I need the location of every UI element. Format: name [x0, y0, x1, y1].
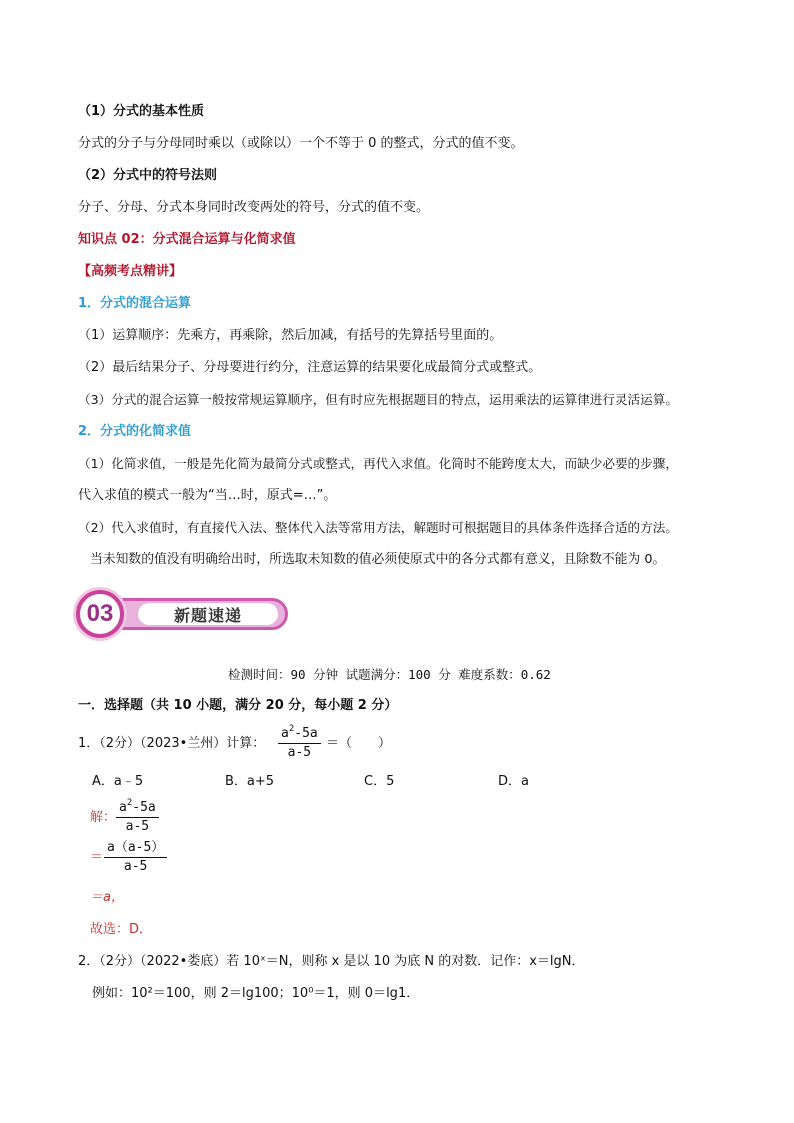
solution-fraction-1	[116, 800, 159, 835]
q2-statement: 2．（2分）（2022•娄底）若 10ˣ＝N，则称 x 是以 10 为底 N 的对数．记作：x＝lgN．	[78, 954, 585, 969]
section-heading-mixed-ops: 1．分式的混合运算	[78, 296, 192, 311]
solution-fraction-1-numerator: $a^2-5a$	[119, 798, 156, 815]
q1-option-c: C．5	[364, 774, 395, 789]
paragraph-evaluate-3: （2）代入求值时，有直接代入法、整体代入法等常用方法，解题时可根据题目的具体条件选择合适的方法。	[78, 520, 678, 535]
q1-fraction-denominator: a-5	[287, 745, 312, 760]
banner-title: 新题速递	[173, 605, 242, 625]
paragraph-evaluate-1: （1）化简求值，一般是先化简为最简分式或整式，再代入求值。化简时不能跨度太大，而缺少必要的步骤，	[78, 456, 678, 471]
paragraph-evaluate-2: 代入求值的模式一般为“当…时，原式=…”。	[78, 488, 337, 503]
paragraph-evaluate-4: 当未知数的值没有明确给出时，所选取未知数的值必须使原式中的各分式都有意义，且除数不能为 0。	[90, 552, 666, 567]
q1-option-d: D．a	[498, 774, 529, 789]
knowledge-point-heading: 知识点 02：分式混合运算与化简求值	[78, 232, 296, 247]
exam-focus-heading: 【高频考点精讲】	[78, 264, 183, 279]
paragraph-simplify-result: （2）最后结果分子、分母要进行约分，注意运算的结果要化成最简分式或整式。	[78, 360, 542, 375]
subheading-basic-property: （1）分式的基本性质	[78, 104, 205, 119]
solution-fraction-2-denominator: a-5	[123, 859, 148, 874]
banner-number-badge	[76, 590, 124, 638]
paragraph-sign-rule: 分子、分母、分式本身同时改变两处的符号，分式的值不变。	[78, 200, 430, 215]
solution-fraction-2-numerator: a（a-5）	[107, 840, 165, 855]
section-title-multiple-choice: 一．选择题（共 10 小题，满分 20 分，每小题 2 分）	[78, 698, 398, 713]
subheading-sign-rule: （2）分式中的符号法则	[78, 168, 218, 183]
exam-info: 检测时间：90 分钟 试题满分：100 分 难度系数：0.62	[228, 667, 551, 682]
solution-label: 解：	[90, 810, 117, 825]
paragraph-order: （1）运算顺序：先乘方，再乘除，然后加减，有括号的先算括号里面的。	[78, 328, 503, 343]
q1-prefix: 1．（2分）（2023•兰州）计算：	[78, 736, 266, 751]
section-banner	[76, 590, 296, 640]
q1-option-b: B．a+5	[225, 774, 275, 789]
q1-option-a: A．a﹣5	[92, 774, 144, 789]
section-heading-evaluate: 2．分式的化简求值	[78, 424, 192, 439]
solution-choice: 故选：D．	[90, 922, 153, 937]
q1-suffix: ＝（ ）	[326, 736, 392, 751]
solution-result: ＝a，	[90, 890, 124, 905]
solution-fraction-1-denominator: a-5	[125, 819, 150, 834]
q1-fraction-numerator: $a^2-5a$	[281, 724, 318, 741]
q2-example: 例如：10²＝100，则 2＝lg100；10⁰＝1，则 0＝lg1．	[92, 986, 420, 1001]
paragraph-basic-property: 分式的分子与分母同时乘以（或除以）一个不等于 0 的整式，分式的值不变。	[78, 136, 524, 151]
banner-title-box	[138, 603, 278, 625]
solution-equals: ＝	[90, 850, 104, 865]
paragraph-mixed-ops: （3）分式的混合运算一般按常规运算顺序，但有时应先根据题目的特点，运用乘法的运算律进行灵活运算。	[78, 392, 678, 407]
banner-number: 03	[86, 600, 114, 627]
q1-fraction	[278, 726, 321, 761]
solution-fraction-2	[104, 840, 167, 875]
